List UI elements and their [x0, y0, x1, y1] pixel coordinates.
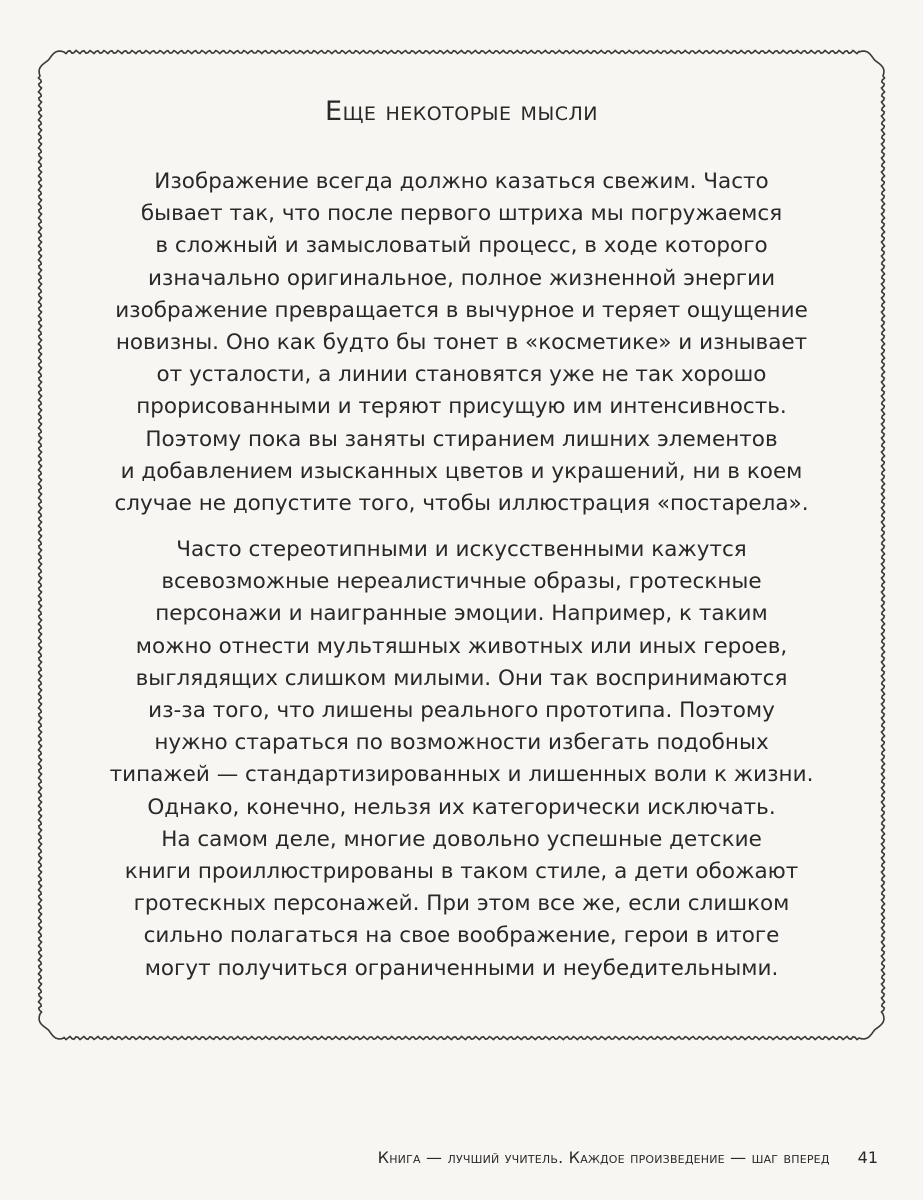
running-title: Книга — лучший учитель. Каждое произведение — шаг вперед — [377, 1148, 830, 1167]
paragraph-2 — [60, 534, 863, 985]
text-line: всевозможные нереалистичные образы, гротескные — [161, 569, 762, 595]
page-footer — [378, 1148, 878, 1172]
text-line: бывает так, что после первого штриха мы погружаемся — [140, 201, 783, 227]
text-line: На самом деле, многие довольно успешные детские — [161, 826, 762, 852]
text-line: типажей — стандартизированных и лишенных воли к жизни. — [109, 762, 814, 788]
text-line: случае не допустите того, чтобы иллюстрация «постарела». — [114, 491, 809, 517]
text-line: персонажи и наигранные эмоции. Например, к таким — [155, 601, 768, 627]
text-line: и добавлением изысканных цветов и украшений, ни в коем — [120, 458, 803, 484]
text-line: новизны. Оно как будто бы тонет в «косметике» и изнывает — [115, 330, 808, 356]
text-line: выглядящих слишком милыми. Они так воспринимаются — [135, 665, 788, 691]
text-line: нужно стараться по возможности избегать подобных — [154, 730, 769, 756]
text-line: Поэтому пока вы заняты стиранием лишних элементов — [145, 426, 778, 452]
text-line: изображение превращается в вычурное и теряет ощущение — [115, 297, 808, 323]
text-line: Однако, конечно, нельзя их категорически исключать. — [147, 794, 776, 820]
text-line: книги проиллюстрированы в таком стиле, а дети обожают — [124, 859, 799, 885]
text-line: можно отнести мультяшных животных или иных героев, — [135, 633, 788, 659]
page-number: 41 — [857, 1148, 878, 1167]
section-heading: Еще некоторые мысли — [325, 96, 598, 127]
text-line: гротескных персонажей. При этом все же, если слишком — [133, 891, 790, 917]
text-line: могут получиться ограниченными и неубедительными. — [144, 955, 779, 981]
text-line: из-за того, что лишены реального прототипа. Поэтому — [148, 698, 775, 724]
text-line: прорисованными и теряют присущую им интенсивность. — [136, 394, 787, 420]
text-line: сильно полагаться на свое воображение, герои в итоге — [143, 923, 780, 949]
text-line: Изображение всегда должно казаться свежим. Часто — [154, 169, 769, 194]
text-line: от усталости, а линии становятся уже не так хорошо — [156, 362, 767, 388]
text-line: в сложный и замысловатый процесс, в ходе которого — [155, 233, 768, 259]
paragraph-1 — [60, 166, 863, 520]
text-line: изначально оригинальное, полное жизненной энергии — [147, 265, 776, 291]
text-line: Часто стереотипными и искусственными кажутся — [176, 537, 747, 562]
